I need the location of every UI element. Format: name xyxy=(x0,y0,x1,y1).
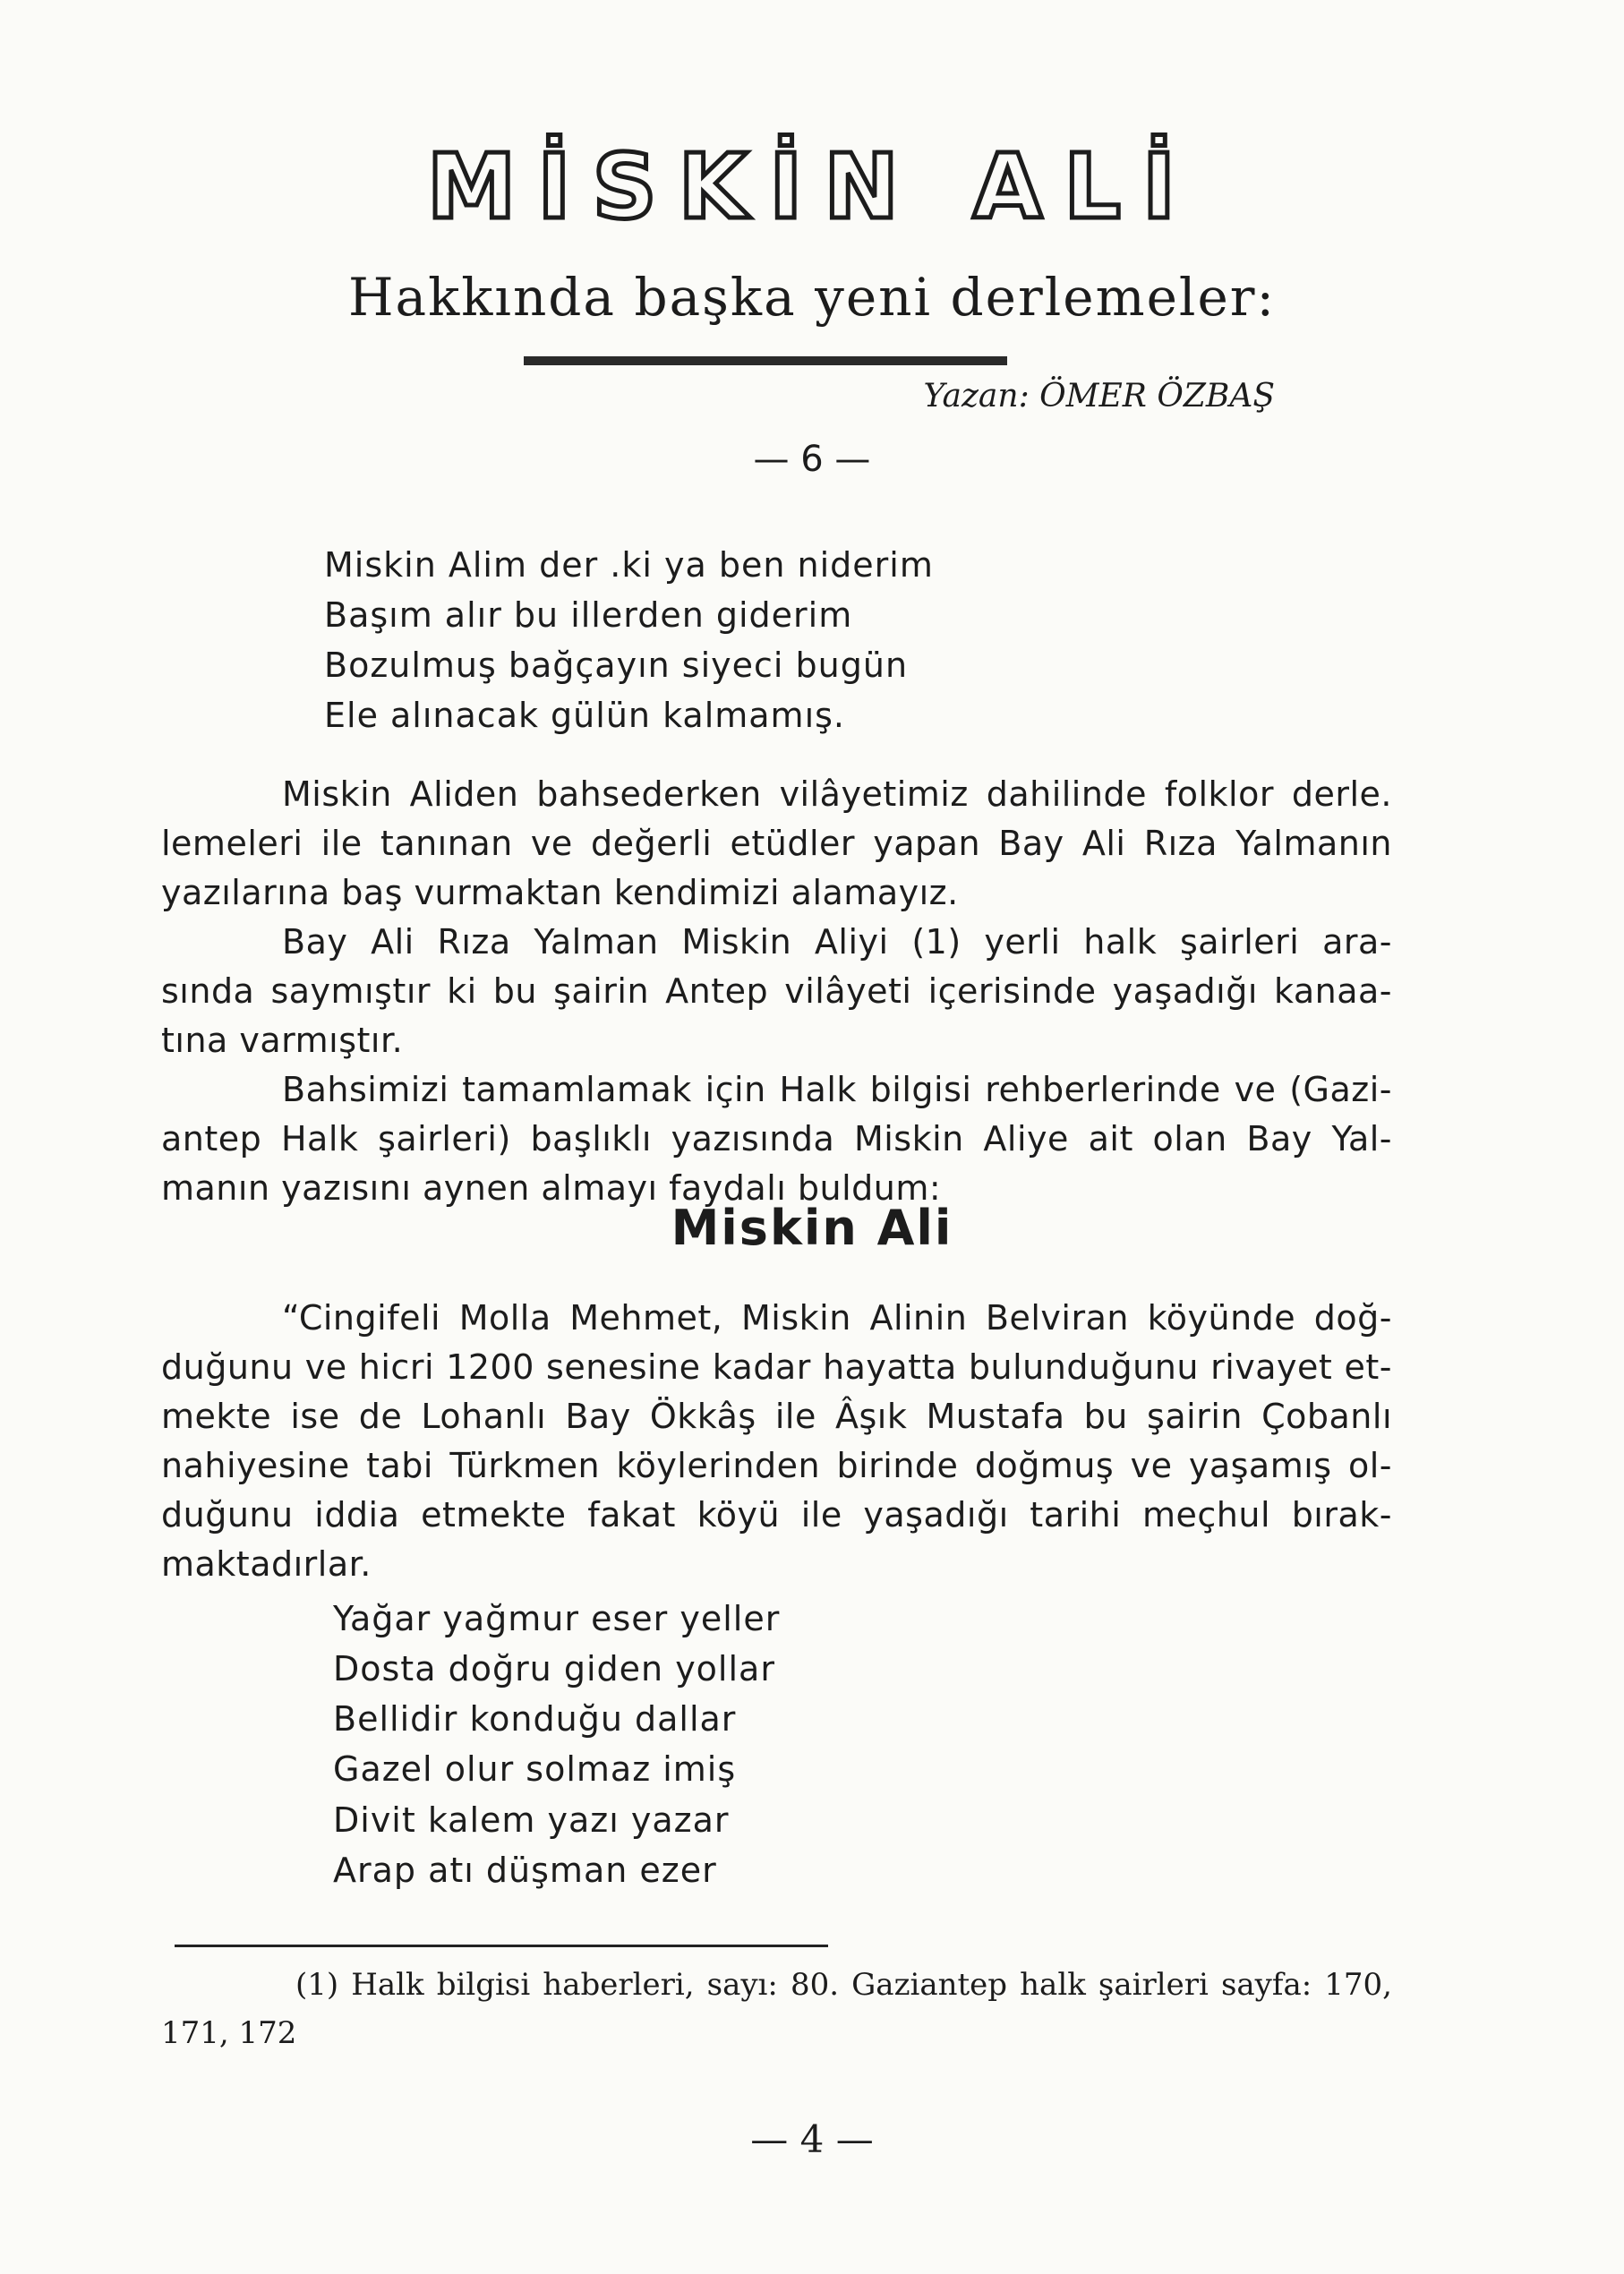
verse-line: Arap atı düşman ezer xyxy=(333,1851,717,1890)
verse-line: Dosta doğru giden yollar xyxy=(333,1649,775,1688)
author-byline: Yazan: ÖMER ÖZBAŞ xyxy=(923,378,1275,415)
prose-line: maktadırlar. xyxy=(161,1544,372,1584)
body-paragraphs-2 xyxy=(161,1294,1392,1589)
section-number: — 6 — xyxy=(753,439,871,480)
prose-line: manın yazısını aynen almayı faydalı buldum: xyxy=(161,1168,942,1208)
prose-line: Bay Ali Rıza Yalman Miskin Aliyi (1) yerli halk şairleri ara- xyxy=(282,922,1392,962)
verse-line: Başım alır bu illerden giderim xyxy=(324,595,853,635)
prose-line: Bahsimizi tamamlamak için Halk bilgisi rehberlerinde ve (Gazi- xyxy=(282,1070,1392,1109)
section-heading: Miskin Ali xyxy=(671,1200,953,1256)
verse-stanza-2 xyxy=(333,1594,780,1794)
prose-line: yazılarına baş vurmaktan kendimizi alamayız. xyxy=(161,873,959,912)
body-paragraphs-1 xyxy=(161,770,1392,1213)
footnote-divider xyxy=(175,1945,828,1947)
prose-line: sında saymıştır ki bu şairin Antep vilâyeti içerisinde yaşadığı kanaa- xyxy=(161,971,1392,1011)
verse-line: Bozulmuş bağçayın siyeci bugün xyxy=(324,645,909,685)
prose-line: nahiyesine tabi Türkmen köylerinden birinde doğmuş ve yaşamış ol- xyxy=(161,1446,1392,1485)
prose-line: duğunu iddia etmekte fakat köyü ile yaşadığı tarihi meçhul bırak- xyxy=(161,1495,1392,1535)
prose-line: lemeleri ile tanınan ve değerli etüdler yapan Bay Ali Rıza Yalmanın xyxy=(161,824,1392,863)
prose-line: duğunu ve hicri 1200 senesine kadar hayatta bulunduğunu rivayet et- xyxy=(161,1347,1392,1387)
prose-line: mekte ise de Lohanlı Bay Ökkâş ile Âşık Mustafa bu şairin Çobanlı xyxy=(161,1397,1392,1436)
prose-line: tına varmıştır. xyxy=(161,1021,404,1060)
verse-stanza-1 xyxy=(324,540,934,740)
page-title: MİSKİN ALİ xyxy=(426,134,1198,239)
prose-line: “Cingifeli Molla Mehmet, Miskin Alinin Belviran köyünde doğ- xyxy=(282,1298,1392,1338)
verse-line: Miskin Alim der .ki ya ben niderim xyxy=(324,545,934,585)
page-number: — 4 — xyxy=(750,2117,874,2161)
page-subtitle: Hakkında başka yeni derlemeler: xyxy=(347,267,1277,328)
verse-line: Ele alınacak gülün kalmamış. xyxy=(324,696,846,735)
footnote xyxy=(161,1961,1392,2057)
verse-line: Divit kalem yazı yazar xyxy=(333,1800,730,1840)
footnote-line: (1) Halk bilgisi haberleri, sayı: 80. Gaziantep halk şairleri sayfa: 170, xyxy=(295,1967,1392,2003)
footnote-line: 171, 172 xyxy=(161,2015,297,2051)
verse-line: Gazel olur solmaz imiş xyxy=(333,1749,737,1789)
verse-line: Yağar yağmur eser yeller xyxy=(333,1599,781,1638)
verse-stanza-3 xyxy=(333,1795,730,1895)
title-divider xyxy=(524,356,1007,365)
prose-line: antep Halk şairleri) başlıklı yazısında Miskin Aliye ait olan Bay Yal- xyxy=(161,1119,1392,1158)
prose-line: Miskin Aliden bahsederken vilâyetimiz dahilinde folklor derle. xyxy=(282,774,1392,814)
verse-line: Bellidir konduğu dallar xyxy=(333,1699,737,1739)
